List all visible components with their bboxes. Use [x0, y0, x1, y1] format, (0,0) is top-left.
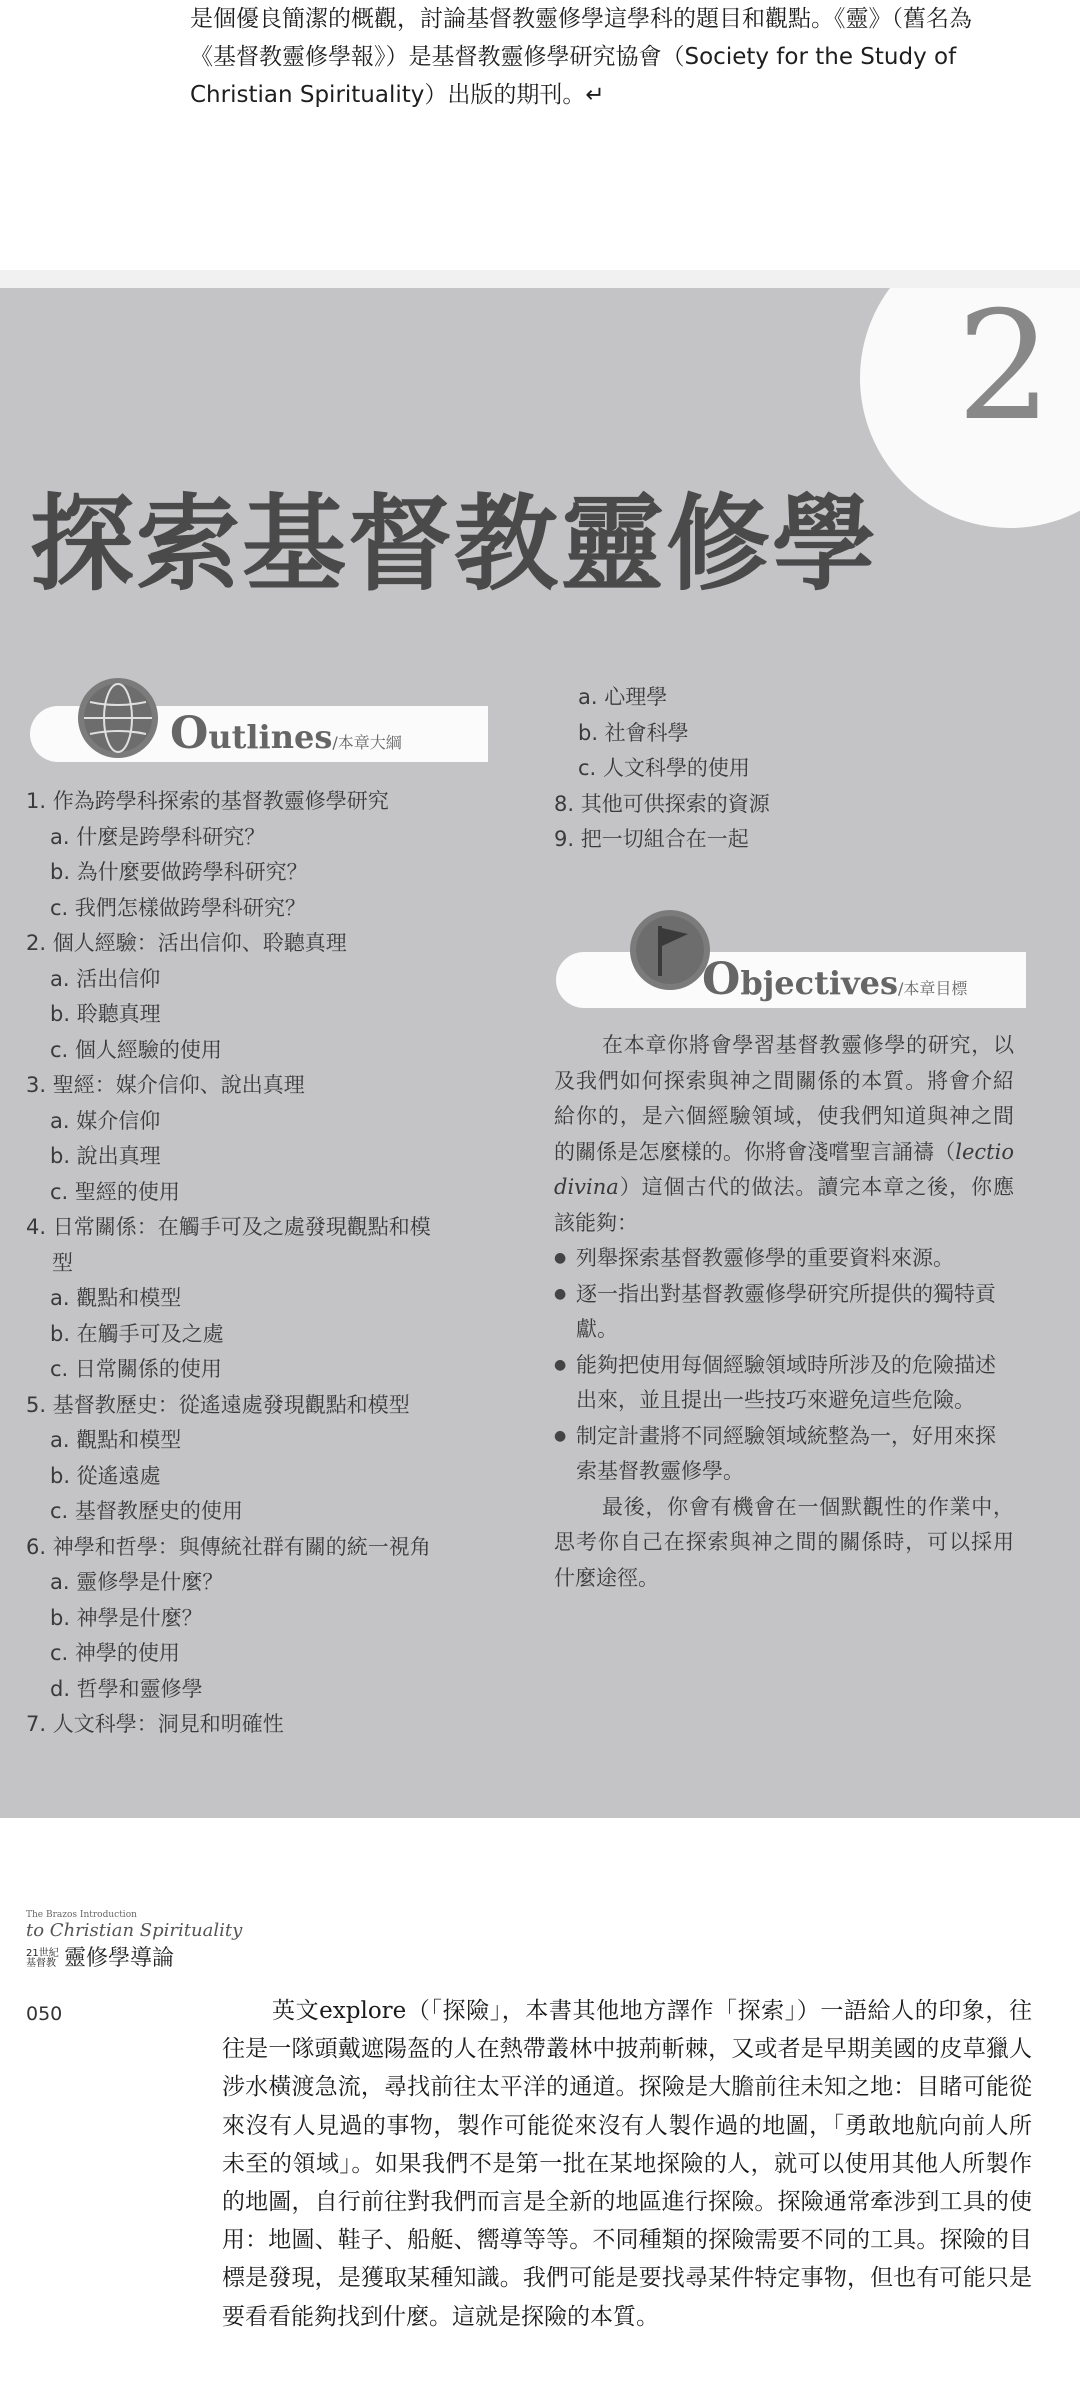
outline-list [26, 784, 506, 1743]
running-head [26, 1910, 242, 1972]
objectives-initial: O [702, 954, 741, 1005]
outline-item: 6. 神學和哲學：與傳統社群有關的統一視角 [26, 1534, 431, 1559]
outline-item: 2. 個人經驗：活出信仰、聆聽真理 [26, 931, 347, 955]
outline-item: b. 社會科學 [578, 720, 689, 745]
objectives-banner [556, 952, 1026, 1008]
running-head-title: 21世紀基督教 靈修學導論 [26, 1946, 175, 1971]
outline-item: 3. 聖經：媒介信仰、說出真理 [26, 1073, 305, 1097]
outline-item: 型 [52, 1250, 73, 1275]
objectives-subtitle: /本章目標 [898, 979, 968, 998]
outline-item: 8. 其他可供探索的資源 [554, 791, 770, 816]
outline-item: c. 人文科學的使用 [578, 756, 750, 780]
running-head-line2: to Christian Spirituality [26, 1920, 243, 1941]
running-head-tiny: 21世紀基督教 [26, 1948, 59, 1969]
page-number: 050 [26, 2003, 63, 2025]
objectives-text [554, 1028, 1014, 1596]
outlines-banner [30, 706, 488, 762]
outline-item: a. 活出信仰 [50, 966, 161, 991]
outline-item: 5. 基督教歷史：從遙遠處發現觀點和模型 [26, 1392, 410, 1417]
outline-item: 7. 人文科學：洞見和明確性 [26, 1712, 284, 1736]
outline-item: b. 在觸手可及之處 [50, 1321, 224, 1346]
outline-item: a. 媒介信仰 [50, 1108, 161, 1133]
outlines-subtitle: /本章大綱 [332, 733, 402, 752]
objectives-closing: 最後，你會有機會在一個默觀性的作業中，思考你自己在探索與神之間的關係時，可以採用什麼途徑。 [554, 1494, 1014, 1590]
outline-item: a. 心理學 [578, 685, 668, 709]
objectives-intro: 在本章你將會學習基督教靈修學的研究，以及我們如何探索與神之間關係的本質。將會介紹給你的，是六個經驗領域，使我們知道與神之間的關係是怎麼樣的。你將會淺嚐聖言誦禱（lectio divina）這個古代的做法。讀完本章之後，你應該能夠： [554, 1033, 1014, 1235]
outline-item: 9. 把一切組合在一起 [554, 827, 749, 851]
outline-item: b. 為什麼要做跨學科研究？ [50, 860, 308, 884]
outline-item: b. 神學是什麼？ [50, 1605, 203, 1630]
flag-icon [630, 910, 710, 990]
chapter-number: 2 [956, 288, 1052, 454]
outline-item: b. 從遙遠處 [50, 1463, 161, 1488]
outline-list-continued [554, 680, 1034, 858]
reference-paragraph: 是個優良簡潔的概觀，討論基督教靈修學這學科的題目和觀點。《靈》（舊名為《基督教靈修學報》）是基督教靈修學研究協會（Society for the Study of Christian Spirituality）出版的期刊。↵ [190, 6, 972, 108]
outline-item: b. 聆聽真理 [50, 1002, 161, 1026]
outline-item: a. 什麼是跨學科研究？ [50, 824, 266, 849]
latin-term: lectio divina [554, 1139, 1014, 1199]
objective-bullet: ● 能夠把使用每個經驗領域時所涉及的危險描述出來，並且提出一些技巧來避免這些危險。 [554, 1348, 1014, 1419]
chapter-opener-page [0, 288, 1080, 1818]
outline-item: c. 我們怎樣做跨學科研究？ [50, 895, 306, 920]
outline-item: c. 基督教歷史的使用 [50, 1499, 243, 1523]
outline-item: c. 神學的使用 [50, 1641, 180, 1665]
outlines-initial: O [170, 708, 209, 759]
outline-item: b. 說出真理 [50, 1144, 161, 1168]
globe-icon [78, 678, 158, 758]
outline-item: a. 觀點和模型 [50, 1286, 182, 1310]
objective-bullet: ● 列舉探索基督教靈修學的重要資料來源。 [554, 1241, 1014, 1277]
body-paragraph: 英文explore（「探險」，本書其他地方譯作「探索」）一語給人的印象，往往是一隊頭戴遮陽盔的人在熱帶叢林中披荊斬棘，又或者是早期美國的皮草獵人涉水橫渡急流，尋找前往太平洋的通道。探險是大膽前往未知之地：目睹可能從來沒有人見過的事物，製作可能從來沒有人製作過的地圖，「勇敢地航向前人所未至的領域」。如果我們不是第一批在某地探險的人，就可以使用其他人所製作的地圖，自行前往對我們而言是全新的地區進行探險。探險通常牽涉到工具的使用：地圖、鞋子、船艇、嚮導等等。不同種類的探險需要不同的工具。探險的目標是發現，是獲取某種知識。我們可能是要找尋某件特定事物，但也有可能只是要看看能夠找到什麼。這就是探險的本質。 [222, 1998, 1033, 2330]
page-gap [0, 270, 1080, 288]
outline-item: a. 靈修學是什麼？ [50, 1570, 224, 1594]
outline-item: c. 日常關係的使用 [50, 1357, 222, 1381]
outline-item: c. 個人經驗的使用 [50, 1037, 222, 1062]
outline-item: d. 哲學和靈修學 [50, 1676, 203, 1701]
outline-item: a. 觀點和模型 [50, 1428, 182, 1452]
outline-item: c. 聖經的使用 [50, 1179, 180, 1204]
objective-bullet: ● 逐一指出對基督教靈修學研究所提供的獨特貢獻。 [554, 1277, 1014, 1348]
previous-page-fragment [0, 0, 1080, 270]
chapter-title: 探索基督教靈修學 [30, 483, 879, 605]
outline-item: 4. 日常關係：在觸手可及之處發現觀點和模 [26, 1215, 431, 1239]
english-term: explore [319, 1998, 407, 2024]
objectives-bullets [554, 1241, 1014, 1490]
outlines-word: utlines [208, 718, 333, 756]
outline-item: 1. 作為跨學科探索的基督教靈修學研究 [26, 789, 389, 813]
objective-bullet: ● 制定計畫將不同經驗領域統整為一，好用來探索基督教靈修學。 [554, 1419, 1014, 1490]
running-head-line1: The Brazos Introduction [26, 1910, 137, 1920]
objectives-word: bjectives [740, 964, 899, 1002]
